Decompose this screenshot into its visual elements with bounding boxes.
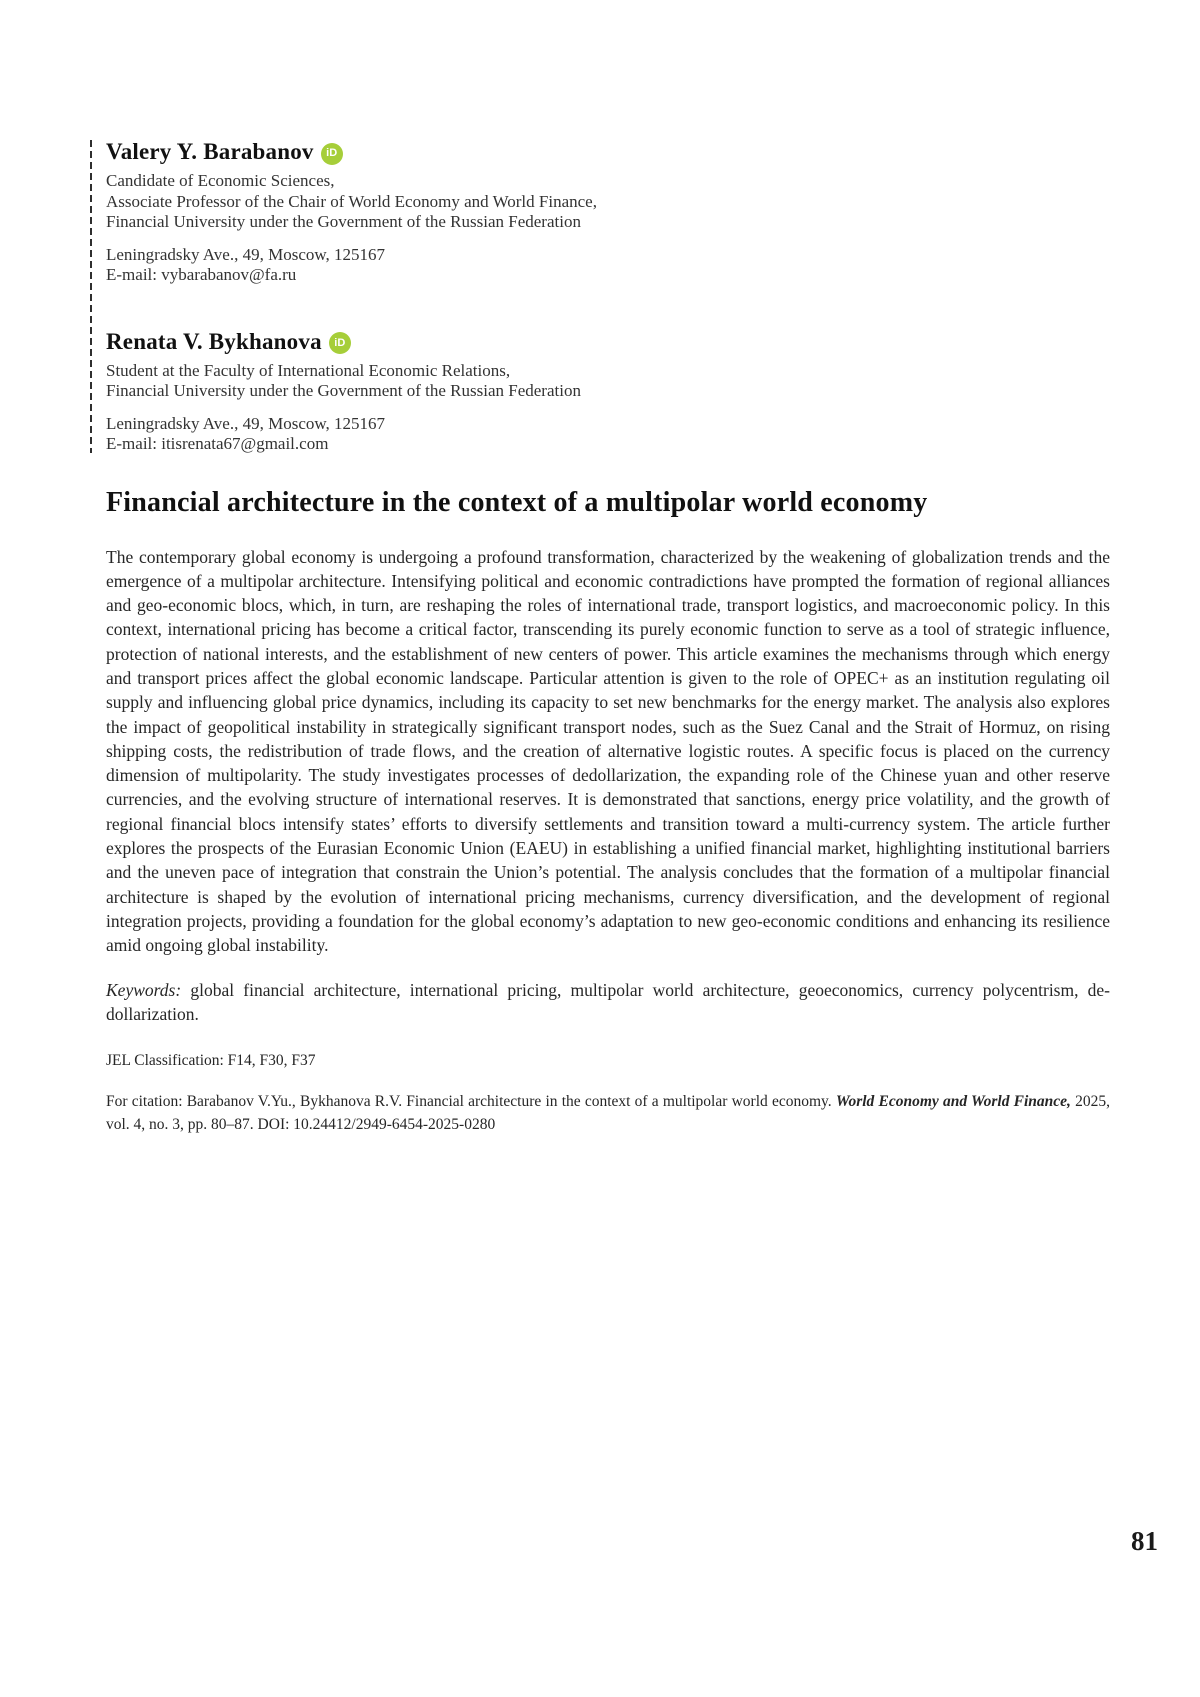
author-affiliation [106, 171, 1110, 233]
orcid-icon-label: iD [334, 336, 346, 349]
orcid-icon[interactable] [329, 332, 351, 354]
abstract-text: The contemporary global economy is undergoing a profound transformation, characterized by the weakening of globalization trends and the emergence of a multipolar architecture. Intensifying political and economic contradictions have prompted the formation of regional alliances and geo-economic blocs, which, in turn, are reshaping the roles of international trade, transport logistics, and macroeconomic policy. In this context, international pricing has become a critical factor, transcending its purely economic function to serve as a tool of strategic influence, protection of national interests, and the establishment of new centers of power. This article examines the mechanisms through which energy and transport prices affect the global economic landscape. Particular attention is given to the role of OPEC+ as an institution regulating oil supply and influencing global price dynamics, including its capacity to set new benchmarks for the energy market. The analysis also explores the impact of geopolitical instability in strategically significant transport nodes, such as the Suez Canal and the Strait of Hormuz, on rising shipping costs, the redistribution of trade flows, and the creation of alternative logistic routes. A specific focus is placed on the currency dimension of multipolarity. The study investigates processes of dedollarization, the expanding role of the Chinese yuan and other reserve currencies, and the evolving structure of international reserves. It is demonstrated that sanctions, energy price volatility, and the growth of regional financial blocs intensify states’ efforts to diversify settlements and transition toward a multi-currency system. The article further explores the prospects of the Eurasian Economic Union (EAEU) in establishing a unified financial market, highlighting institutional barriers and the uneven pace of integration that constrain the Union’s potential. The analysis concludes that the formation of a multipolar financial architecture is shaped by the evolution of international pricing mechanisms, currency diversification, and the development of regional integration projects, providing a foundation for the global economy’s adaptation to new geo-economic conditions and enhancing its resilience amid ongoing global instability. [106, 546, 1110, 956]
citation-suffix: 2025, vol. 4, no. 3, pp. 80–87. DOI: 10.24412/2949-6454-2025-0280 [106, 1093, 1110, 1133]
author-contact [106, 245, 1110, 286]
affiliation-line: Associate Professor of the Chair of World Economy and World Finance, [106, 191, 597, 211]
author-email: E-mail: vybarabanov@fa.ru [106, 265, 297, 284]
author-contact [106, 414, 1110, 455]
affiliation-line: Financial University under the Government of the Russian Federation [106, 381, 581, 400]
author-name-row [106, 328, 1110, 356]
keywords-paragraph [106, 978, 1110, 1027]
author-email: E-mail: itisrenata67@gmail.com [106, 434, 329, 453]
citation-prefix: For citation: Barabanov V.Yu., Bykhanova R.V. Financial architecture in the context of a multipolar world economy. [106, 1093, 836, 1111]
citation-journal-title: World Economy and World Finance, [835, 1093, 1071, 1111]
keywords-list: global financial architecture, international pricing, multipolar world architecture, geoeconomics, currency polycentrism, de-dollarization. [106, 979, 1110, 1024]
keywords-label: Keywords: [106, 979, 182, 1000]
affiliation-line: Candidate of Economic Sciences, [106, 171, 335, 190]
author-name-row [106, 138, 1110, 166]
affiliation-line: Financial University under the Government of the Russian Federation [106, 212, 581, 231]
author-address: Leningradsky Ave., 49, Moscow, 125167 [106, 244, 386, 264]
page-number: 81 [1131, 1526, 1158, 1556]
author-address: Leningradsky Ave., 49, Moscow, 125167 [106, 413, 386, 433]
citation-paragraph [106, 1091, 1110, 1136]
author-card [106, 328, 1110, 455]
author-card [106, 138, 1110, 286]
affiliation-line: Student at the Faculty of International Economic Relations, [106, 360, 511, 380]
orcid-icon[interactable] [321, 143, 343, 165]
author-name: Valery Y. Barabanov [106, 139, 314, 164]
jel-classification: JEL Classification: F14, F30, F37 [106, 1052, 316, 1070]
author-name: Renata V. Bykhanova [106, 328, 322, 354]
dashed-left-rule [90, 140, 92, 453]
author-affiliation [106, 361, 1110, 402]
article-title: Financial architecture in the context of a multipolar world economy [106, 486, 928, 518]
orcid-icon-label: iD [326, 147, 338, 159]
author-info-section [90, 138, 1110, 455]
